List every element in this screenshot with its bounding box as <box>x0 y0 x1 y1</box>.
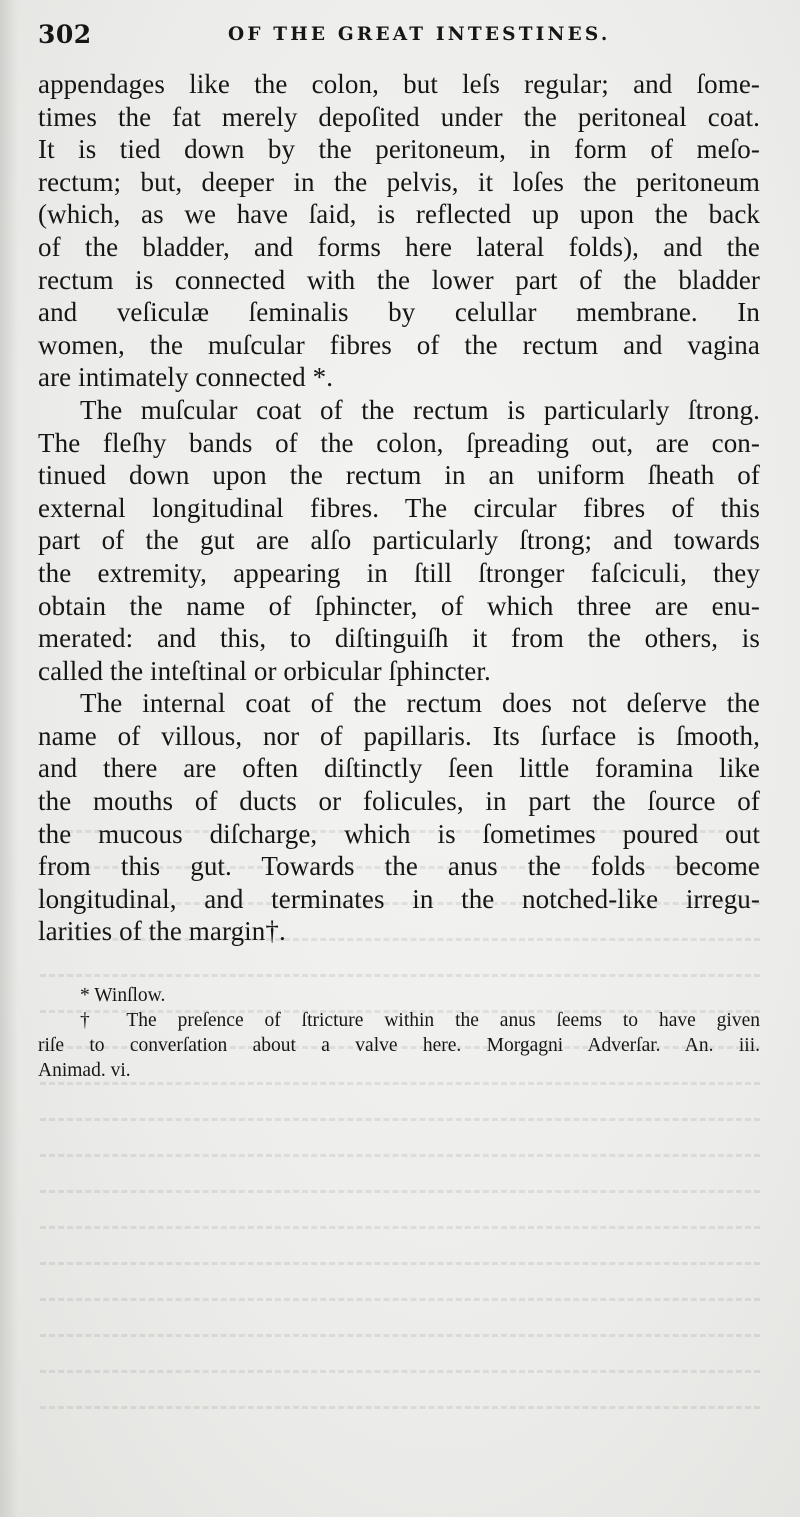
text-line: It is tied down by the peritoneum, in form of meſo- <box>38 134 760 165</box>
text-line: merated: and this, to diſtinguiſh it from the others, is <box>38 623 760 654</box>
footnote-line: Animad. vi. <box>38 1060 131 1081</box>
footnote-line: riſe to converſation about a valve here. Morgagni Adverſar. An. iii. <box>38 1035 760 1056</box>
text-line: larities of the margin†. <box>38 916 286 947</box>
text-line: name of villous, nor of papillaris. Its ſurface is ſmooth, <box>38 720 760 751</box>
text-line: tinued down upon the rectum in an uniform ſheath of <box>38 460 760 491</box>
footnote-line: * Winſlow. <box>80 985 166 1006</box>
text-line: are intimately connected *. <box>38 362 334 393</box>
text-line: obtain the name of ſphincter, of which three are enu- <box>38 590 760 621</box>
text-line: external longitudinal fibres. The circular fibres of this <box>38 492 760 523</box>
text-line: from this gut. Towards the anus the folds become <box>38 851 760 882</box>
text-line: the mucous diſcharge, which is ſometimes poured out <box>38 818 760 849</box>
running-head: OF THE GREAT INTESTINES. <box>228 24 611 45</box>
page-header <box>38 20 760 50</box>
text-line: the mouths of ducts or folicules, in part the ſource of <box>38 786 760 817</box>
text-line: and there are often diſtinctly ſeen little foramina like <box>38 753 760 784</box>
text-line: (which, as we have ſaid, is reflected up upon the back <box>38 199 760 230</box>
text-line: women, the muſcular fibres of the rectum and vagina <box>38 329 760 360</box>
body-text <box>38 68 760 948</box>
text-line: of the bladder, and forms here lateral folds), and the <box>38 231 760 262</box>
text-line: The internal coat of the rectum does not deſerve the <box>80 688 760 719</box>
footnote-line: † The preſence of ſtricture within the anus ſeems to have given <box>80 1010 760 1031</box>
footnotes <box>38 983 760 1083</box>
text-line: and veſiculæ ſeminalis by celullar membrane. In <box>38 297 760 328</box>
text-line: times the fat merely depoſited under the peritoneal coat. <box>38 101 760 132</box>
text-line: appendages like the colon, but leſs regular; and ſome- <box>38 69 760 99</box>
text-line: the extremity, appearing in ſtill ſtronger faſciculi, they <box>38 557 760 588</box>
text-line: rectum is connected with the lower part of the bladder <box>38 264 760 295</box>
text-line: part of the gut are alſo particularly ſtrong; and towards <box>38 525 760 556</box>
text-line: rectum; but, deeper in the pelvis, it loſes the peritoneum <box>38 166 760 197</box>
text-line: longitudinal, and terminates in the notched-like irregu- <box>38 883 760 914</box>
page-number: 302 <box>38 20 92 49</box>
text-line: The fleſhy bands of the colon, ſpreading out, are con- <box>38 427 760 458</box>
text-line: called the inteſtinal or orbicular ſphincter. <box>38 655 491 686</box>
text-line: The muſcular coat of the rectum is particularly ſtrong. <box>80 394 760 425</box>
